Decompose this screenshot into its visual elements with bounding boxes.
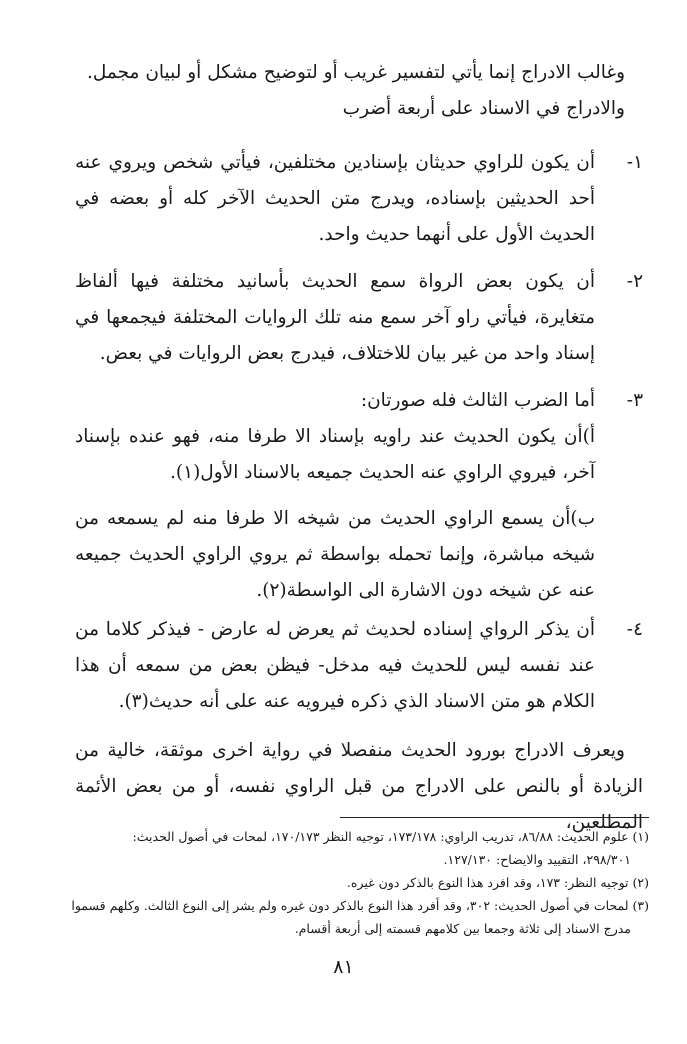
footnote-3-continued: مدرج الاسناد إلى ثلاثة وجمعا بين كلامهم قسمته إلى أربعة أقسام. — [294, 921, 631, 936]
list-item-4 — [75, 612, 643, 720]
item-text: أن يكون للراوي حديثان بإسنادين مختلفين، فيأتي شخص ويروي عنه أحد الحديثين بإسناده، ويدرج متن الحديث الآخر كله أو بعضه في الحديث الأول على أنهما حديث واحد. — [75, 152, 595, 245]
item-number: ٢- — [626, 271, 643, 292]
item-text: أن يذكر الرواي إسناده لحديث ثم يعرض له عارض - فيذكر كلاما من عند نفسه ليس للحديث فيه مدخل- فيظن بعض من سمعه أن هذا الكلام هو متن الاسناد الذي ذكره فيرويه عنه على أنه حديث(٣). — [75, 619, 595, 712]
intro-line-2: والادراج في الاسناد على أربعة أضرب — [342, 98, 625, 119]
sub-item-a: أ)أن يكون الحديث عند راويه بإسناد الا طرفا منه، فهو عنده بإسناد آخر، فيروي الراوي عنه الحديث جميعه بالاسناد الأول(١). — [75, 426, 595, 483]
sub-item-b: ب)أن يسمع الراوي الحديث من شيخه الا طرفا منه لم يسمعه من شيخه مباشرة، وإنما تحمله بواسطة ثم يروي الراوي الحديث جميعه عنه عن شيخه دون الاشارة الى الواسطة(٢). — [75, 508, 595, 601]
list-item-1 — [75, 145, 643, 253]
intro-line-1: وغالب الادراج إنما يأتي لتفسير غريب أو لتوضيح مشكل أو لبيان مجمل. — [87, 62, 625, 83]
item-text: أن يكون بعض الرواة سمع الحديث بأسانيد مختلفة فيها ألفاظ متغايرة، فيأتي راو آخر سمع منه تلك الروايات المختلفة فيجمعها في إسناد واحد من غير بيان للاختلاف، فيدرج بعض الروايات في بعض. — [75, 271, 595, 364]
list-item-2 — [75, 264, 643, 372]
footnote-divider — [340, 817, 649, 818]
item-number: ٣- — [626, 390, 643, 411]
footnote-1-continued: ٢٩٨/٣٠١، التقييد والايضاح: ١٢٧/١٣٠. — [443, 852, 631, 867]
item-number: ١- — [626, 152, 643, 173]
intro-paragraph — [75, 55, 643, 127]
page-number: ٨١ — [333, 956, 354, 978]
footnotes — [40, 825, 649, 940]
footnote-1: (١) علوم الحديث: ٨٦/٨٨، تدريب الراوي: ١٧٣/١٧٨، توجيه النظر ١٧٠/١٧٣، لمحات في أصول الحديث: — [132, 829, 649, 844]
closing-text: ويعرف الادراج بورود الحديث منفصلا في رواية اخرى موثقة، خالية من الزيادة أو بالنص على الادراج من قبل الراوي نفسه، أو من بعض الأئمة المطلعين، — [75, 740, 643, 833]
item-text: أما الضرب الثالث فله صورتان: — [360, 390, 595, 411]
footnote-2: (٢) توجيه النظر: ١٧٣، وقد افرد هذا النوع بالذكر دون غيره. — [346, 875, 649, 890]
footnote-3: (٣) لمحات في أصول الحديث: ٣٠٢، وقد أفرد هذا النوع بالذكر دون غيره ولم يشر إلى النوع الثالث. وكلهم قسموا — [71, 898, 649, 913]
list-item-3 — [75, 383, 643, 609]
item-number: ٤- — [626, 619, 643, 640]
